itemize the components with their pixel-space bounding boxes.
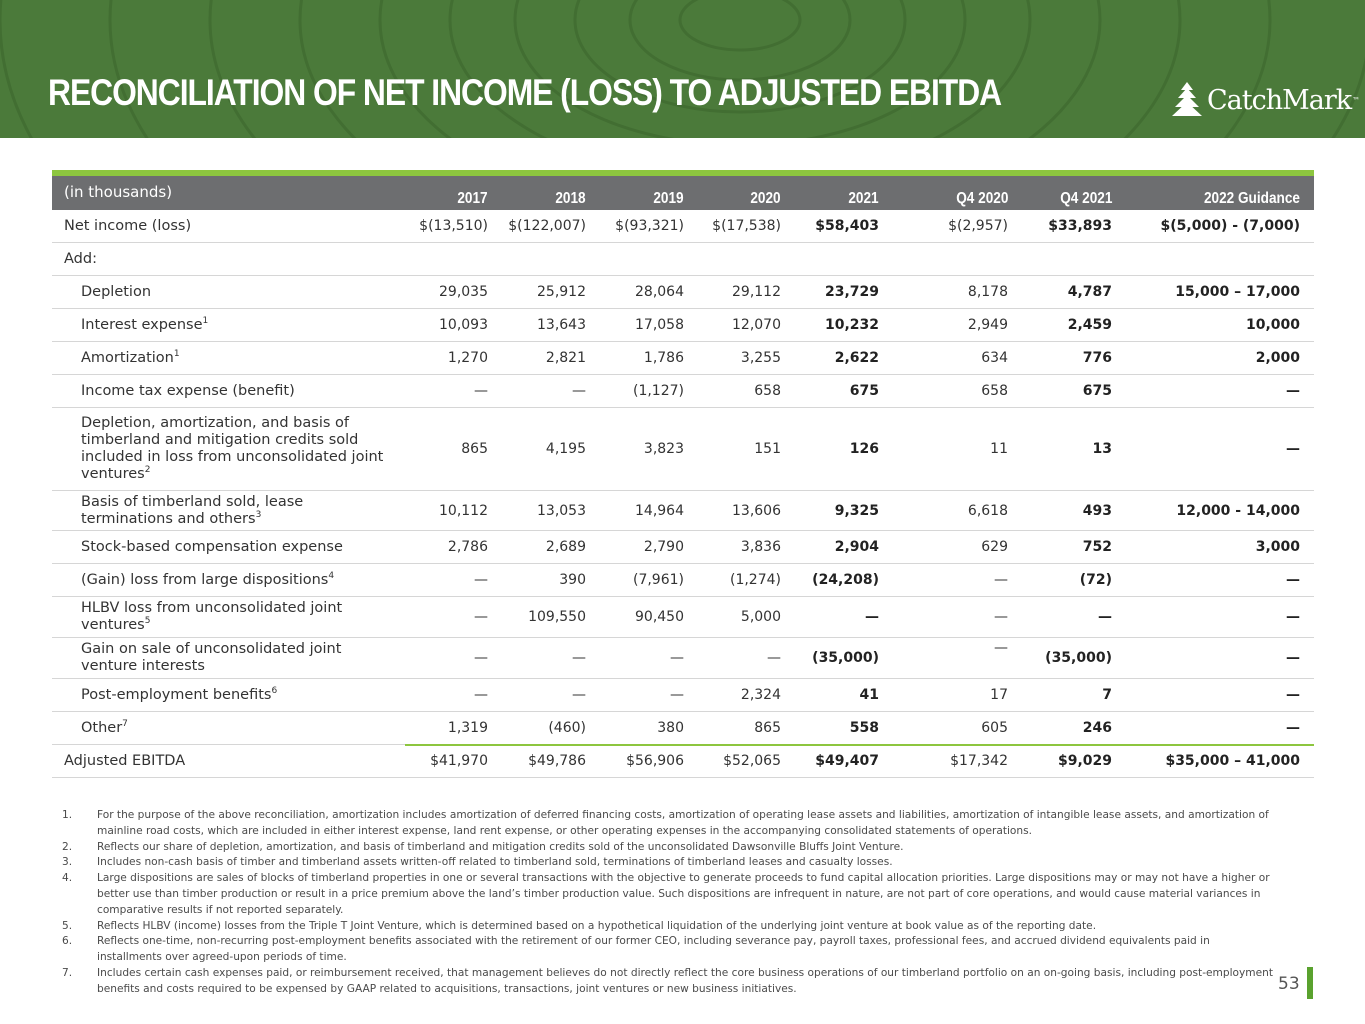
page-title: RECONCILIATION OF NET INCOME (LOSS) TO ADJUSTED EBITDA [48, 72, 1002, 113]
cell-2017: 1,319 [447, 720, 488, 736]
tree-logo-icon [1170, 80, 1204, 120]
row-label [81, 720, 441, 737]
cell-q4-2021: 776 [1082, 350, 1112, 366]
table-row [52, 712, 1314, 745]
cell-2020: 3,836 [740, 539, 781, 555]
cell-2018: 2,821 [545, 350, 586, 366]
cell-2018: 13,643 [537, 317, 586, 333]
cell-2021: $49,407 [815, 753, 879, 769]
row-label-text: Gain on sale of unconsolidated joint venture interests [81, 641, 342, 674]
table-row [52, 597, 1314, 638]
footnote-item [62, 966, 1277, 998]
row-label-text: Other [81, 720, 123, 736]
cell-q4-2021: 493 [1082, 502, 1112, 519]
footnote-marker: 7 [122, 719, 128, 730]
cell-2019: $(93,321) [615, 218, 684, 234]
cell-2017: 29,035 [439, 284, 488, 300]
cell-2018: $(122,007) [508, 218, 586, 234]
row-label [81, 572, 441, 589]
cell-q4-2021: 4,787 [1067, 284, 1112, 300]
cell-2021: 675 [849, 383, 879, 399]
column-header-2020: 2020 [750, 190, 781, 207]
cell-q4-2021: 2,459 [1067, 317, 1112, 333]
cell-2019: 2,790 [643, 539, 684, 555]
footnote-number: 4. [62, 872, 73, 885]
cell-q4-2020: 8,178 [967, 284, 1008, 300]
page-number: 53 [1278, 974, 1300, 994]
cell-q4-2020: 634 [981, 350, 1008, 366]
logo-trademark: ™ [1352, 95, 1361, 105]
footnote-marker: 3 [255, 510, 262, 521]
footnote-number: 3. [62, 856, 73, 869]
cell-q4-2020: 629 [981, 539, 1008, 555]
footnote-marker: 1 [202, 316, 209, 327]
cell-2022-guidance: 2,000 [1255, 350, 1300, 366]
row-label-text: Depletion [81, 284, 152, 300]
cell-q4-2020: $(2,957) [948, 218, 1008, 234]
footnote-text: Reflects our share of depletion, amortization, and basis of timberland and mitigation credits sold of the unconsolidated Dawsonville Bluffs Joint Venture. [97, 840, 904, 853]
row-label-text: Post-employment benefits [81, 687, 272, 703]
cell-2022-guidance: $(5,000) - (7,000) [1160, 218, 1300, 234]
column-header-2022-guidance: 2022 Guidance [1203, 190, 1300, 207]
table-row [52, 342, 1314, 375]
cell-2018: 2,689 [545, 539, 586, 555]
logo-wordmark: CatchMark [1207, 84, 1352, 116]
footnote-marker: 4 [328, 571, 335, 582]
row-label-text: Amortization [81, 350, 174, 366]
cell-2018: 13,053 [537, 502, 586, 519]
column-header-2018: 2018 [555, 190, 586, 207]
catchmark-logo [1170, 80, 1360, 120]
cell-2020: 12,070 [732, 317, 781, 333]
cell-2017: 1,270 [447, 350, 488, 366]
row-label [64, 753, 424, 770]
cell-q4-2021: 13 [1092, 441, 1112, 457]
cell-q4-2021: $9,029 [1057, 753, 1112, 769]
cell-q4-2021: 246 [1082, 720, 1112, 736]
cell-2021: 126 [849, 441, 879, 457]
cell-2020: 3,255 [740, 350, 781, 366]
row-label-text: (Gain) loss from large dispositions [81, 572, 329, 588]
cell-2019: — [670, 687, 684, 703]
cell-q4-2020: — [994, 572, 1008, 588]
row-label-text: Basis of timberland sold, lease terminations and others [81, 494, 304, 527]
cell-q4-2020: 11 [990, 441, 1008, 457]
column-header-q4-2020: Q4 2020 [955, 190, 1008, 207]
row-label [81, 350, 441, 367]
cell-2018: (460) [548, 720, 586, 736]
cell-2021: 558 [849, 720, 879, 736]
cell-2021: 23,729 [824, 284, 879, 300]
row-label-text: Income tax expense (benefit) [81, 383, 295, 399]
cell-2018: 25,912 [537, 284, 586, 300]
footnote-text: Reflects HLBV (income) losses from the Triple T Joint Venture, which is determined based on a hypothetical liquidation of the underlying joint venture at book value as of the reporting date. [97, 919, 1097, 932]
cell-2020: 658 [754, 383, 781, 399]
row-label [64, 251, 424, 268]
table-row [52, 375, 1314, 408]
table-row [52, 564, 1314, 597]
cell-2020: 2,324 [740, 687, 781, 703]
cell-2019: 3,823 [643, 441, 684, 457]
row-label-text: Stock-based compensation expense [81, 539, 343, 555]
table-row [52, 243, 1314, 276]
row-label [81, 383, 441, 400]
cell-2018: 390 [559, 572, 586, 588]
cell-2021: (35,000) [812, 650, 879, 666]
row-label-text: Depletion, amortization, and basis of timberland and mitigation credits sold included in loss from unconsolidated joint ventures [81, 415, 384, 482]
footnote-text: Large dispositions are sales of blocks of timberland properties in one or several transactions with the objective to generate proceeds to fund capital allocation priorities. Large dispositions may or may not have a higher or better use than timber production or result in a price premium above the land’s timber production value. Such dispositions are infrequent in nature, are not part of core operations, and would cause material variances in comparative results if not reported separately. [97, 872, 1270, 916]
cell-q4-2020: 605 [981, 720, 1008, 736]
footnote-number: 7. [62, 966, 73, 979]
cell-2021: 41 [859, 687, 879, 703]
column-header-2017: 2017 [457, 190, 488, 207]
cell-2017: — [474, 650, 488, 666]
table-row [52, 745, 1314, 778]
cell-2019: (1,127) [632, 383, 684, 399]
cell-2019: 1,786 [643, 350, 684, 366]
table-row [52, 408, 1314, 491]
row-label [64, 218, 424, 235]
header-banner [0, 0, 1365, 138]
footnote-marker: 5 [144, 616, 151, 627]
cell-2017: — [474, 383, 488, 399]
row-label [81, 494, 361, 528]
cell-2019: 28,064 [635, 284, 684, 300]
cell-2021: 10,232 [824, 317, 879, 333]
footnote-text: For the purpose of the above reconciliation, amortization includes amortization of deferred financing costs, amortization of operating lease assets and liabilities, amortization of intangible lease assets, and amortization of mainline road costs, which are included in either interest expense, land rent expense, or other operating expenses in the accompanying consolidated statements of operations. [97, 809, 1269, 837]
cell-2022-guidance: — [1286, 650, 1300, 666]
cell-2022-guidance: 10,000 [1245, 317, 1300, 333]
table-row [52, 309, 1314, 342]
cell-2021: — [865, 609, 879, 625]
cell-2022-guidance: — [1286, 609, 1300, 625]
row-label-text: HLBV loss from unconsolidated joint ventures [81, 600, 343, 633]
cell-2022-guidance: — [1286, 572, 1300, 588]
cell-2021: (24,208) [812, 572, 879, 588]
cell-2022-guidance: 3,000 [1255, 539, 1300, 555]
cell-2021: 9,325 [834, 502, 879, 519]
column-header-2019: 2019 [653, 190, 684, 207]
row-label [81, 641, 361, 675]
total-rule [405, 744, 1314, 746]
cell-q4-2020: — [994, 609, 1008, 625]
cell-2017: 10,093 [439, 317, 488, 333]
row-label-text: Add: [64, 251, 97, 267]
column-header-2021: 2021 [848, 190, 879, 207]
table-row [52, 210, 1314, 243]
row-label-text: Adjusted EBITDA [64, 753, 186, 769]
cell-2019: 380 [657, 720, 684, 736]
footnote-item [62, 934, 1277, 966]
cell-2017: 10,112 [439, 502, 488, 519]
cell-2022-guidance: — [1286, 687, 1300, 703]
footnote-marker: 6 [271, 686, 278, 697]
footnote-text: Includes certain cash expenses paid, or reimbursement received, that management believes do not directly reflect the core business operations of our timberland portfolio on an on-going basis, including post-employment benefits and costs required to be expensed by GAAP related to acquisitions, transactions, joint ventures or new business initiatives. [97, 966, 1273, 995]
footnote-item [62, 840, 1277, 856]
table-row [52, 679, 1314, 712]
cell-2021: 2,904 [834, 539, 879, 555]
footnote-text: Includes non-cash basis of timber and timberland assets written-off related to timberland sold, terminations of timberland leases and casualty losses. [97, 856, 893, 869]
cell-q4-2020: $17,342 [950, 753, 1008, 769]
cell-2020: 865 [754, 720, 781, 736]
table-row [52, 276, 1314, 309]
units-label: (in thousands) [64, 183, 173, 201]
row-label [81, 539, 441, 556]
cell-2022-guidance: — [1286, 383, 1300, 399]
cell-2019: 14,964 [635, 502, 684, 519]
cell-q4-2020: — [994, 640, 1008, 656]
row-label [81, 415, 391, 483]
cell-q4-2021: 675 [1082, 383, 1112, 399]
cell-2019: — [670, 650, 684, 666]
footnote-marker: 1 [173, 349, 180, 360]
cell-2018: — [572, 383, 586, 399]
cell-2019: $56,906 [626, 753, 684, 769]
row-label-text: Interest expense [81, 317, 203, 333]
cell-q4-2021: 752 [1082, 539, 1112, 555]
cell-q4-2021: — [1098, 609, 1112, 625]
row-label-text: Net income (loss) [64, 218, 192, 234]
cell-2018: — [572, 687, 586, 703]
cell-2017: $(13,510) [419, 218, 488, 234]
table-row [52, 638, 1314, 679]
cell-q4-2020: 658 [981, 383, 1008, 399]
cell-2020: — [767, 650, 781, 666]
row-label [81, 687, 441, 704]
cell-q4-2020: 17 [990, 687, 1008, 703]
cell-2020: 151 [754, 441, 781, 457]
page-number-accent [1307, 967, 1313, 999]
cell-2020: 13,606 [732, 502, 781, 519]
footnote-number: 2. [62, 840, 73, 853]
table-row [52, 531, 1314, 564]
cell-2018: $49,786 [528, 753, 586, 769]
table-header-row [52, 176, 1314, 210]
footnote-text: Reflects one-time, non-recurring post-employment benefits associated with the retirement of our former CEO, including severance pay, payroll taxes, professional fees, and accrued dividend equivalents paid in installments over agreed-upon periods of time. [97, 935, 1210, 964]
cell-2020: 29,112 [732, 284, 781, 300]
cell-2019: 90,450 [635, 609, 684, 625]
cell-2022-guidance: $35,000 – 41,000 [1165, 753, 1300, 769]
table-row [52, 491, 1314, 531]
footnote-item [62, 855, 1277, 871]
cell-q4-2021: $33,893 [1048, 218, 1112, 234]
footnote-number: 5. [62, 919, 73, 932]
footnote-item [62, 919, 1277, 935]
cell-q4-2021: (72) [1079, 572, 1112, 588]
cell-q4-2021: (35,000) [1045, 650, 1112, 666]
footnote-number: 1. [62, 809, 73, 821]
row-label [81, 284, 441, 301]
footnote-item [62, 871, 1277, 918]
cell-2022-guidance: 15,000 – 17,000 [1175, 284, 1300, 300]
cell-2017: 2,786 [447, 539, 488, 555]
cell-2019: (7,961) [632, 572, 684, 588]
row-label [81, 600, 361, 634]
cell-2017: 865 [461, 441, 488, 457]
cell-2022-guidance: — [1286, 720, 1300, 736]
cell-2018: 4,195 [545, 441, 586, 457]
column-header-q4-2021: Q4 2021 [1059, 190, 1112, 207]
cell-2017: — [474, 687, 488, 703]
cell-2017: — [474, 609, 488, 625]
cell-2017: $41,970 [430, 753, 488, 769]
cell-2019: 17,058 [635, 317, 684, 333]
cell-2022-guidance: 12,000 - 14,000 [1176, 502, 1300, 519]
cell-q4-2021: 7 [1102, 687, 1112, 703]
cell-2020: $(17,538) [712, 218, 781, 234]
cell-2020: 5,000 [740, 609, 781, 625]
cell-2018: — [572, 650, 586, 666]
footnotes [62, 808, 1277, 998]
footnote-item [62, 808, 1277, 840]
cell-q4-2020: 2,949 [967, 317, 1008, 333]
footnote-marker: 2 [144, 465, 151, 476]
wood-rings-decoration [0, 0, 1365, 138]
cell-2022-guidance: — [1286, 441, 1300, 457]
row-label [81, 317, 441, 334]
footnote-number: 6. [62, 935, 73, 948]
cell-2021: $58,403 [815, 218, 879, 234]
cell-2021: 2,622 [834, 350, 879, 366]
cell-q4-2020: 6,618 [967, 502, 1008, 519]
cell-2020: (1,274) [729, 572, 781, 588]
cell-2018: 109,550 [528, 609, 586, 625]
cell-2017: — [474, 572, 488, 588]
cell-2020: $52,065 [723, 753, 781, 769]
